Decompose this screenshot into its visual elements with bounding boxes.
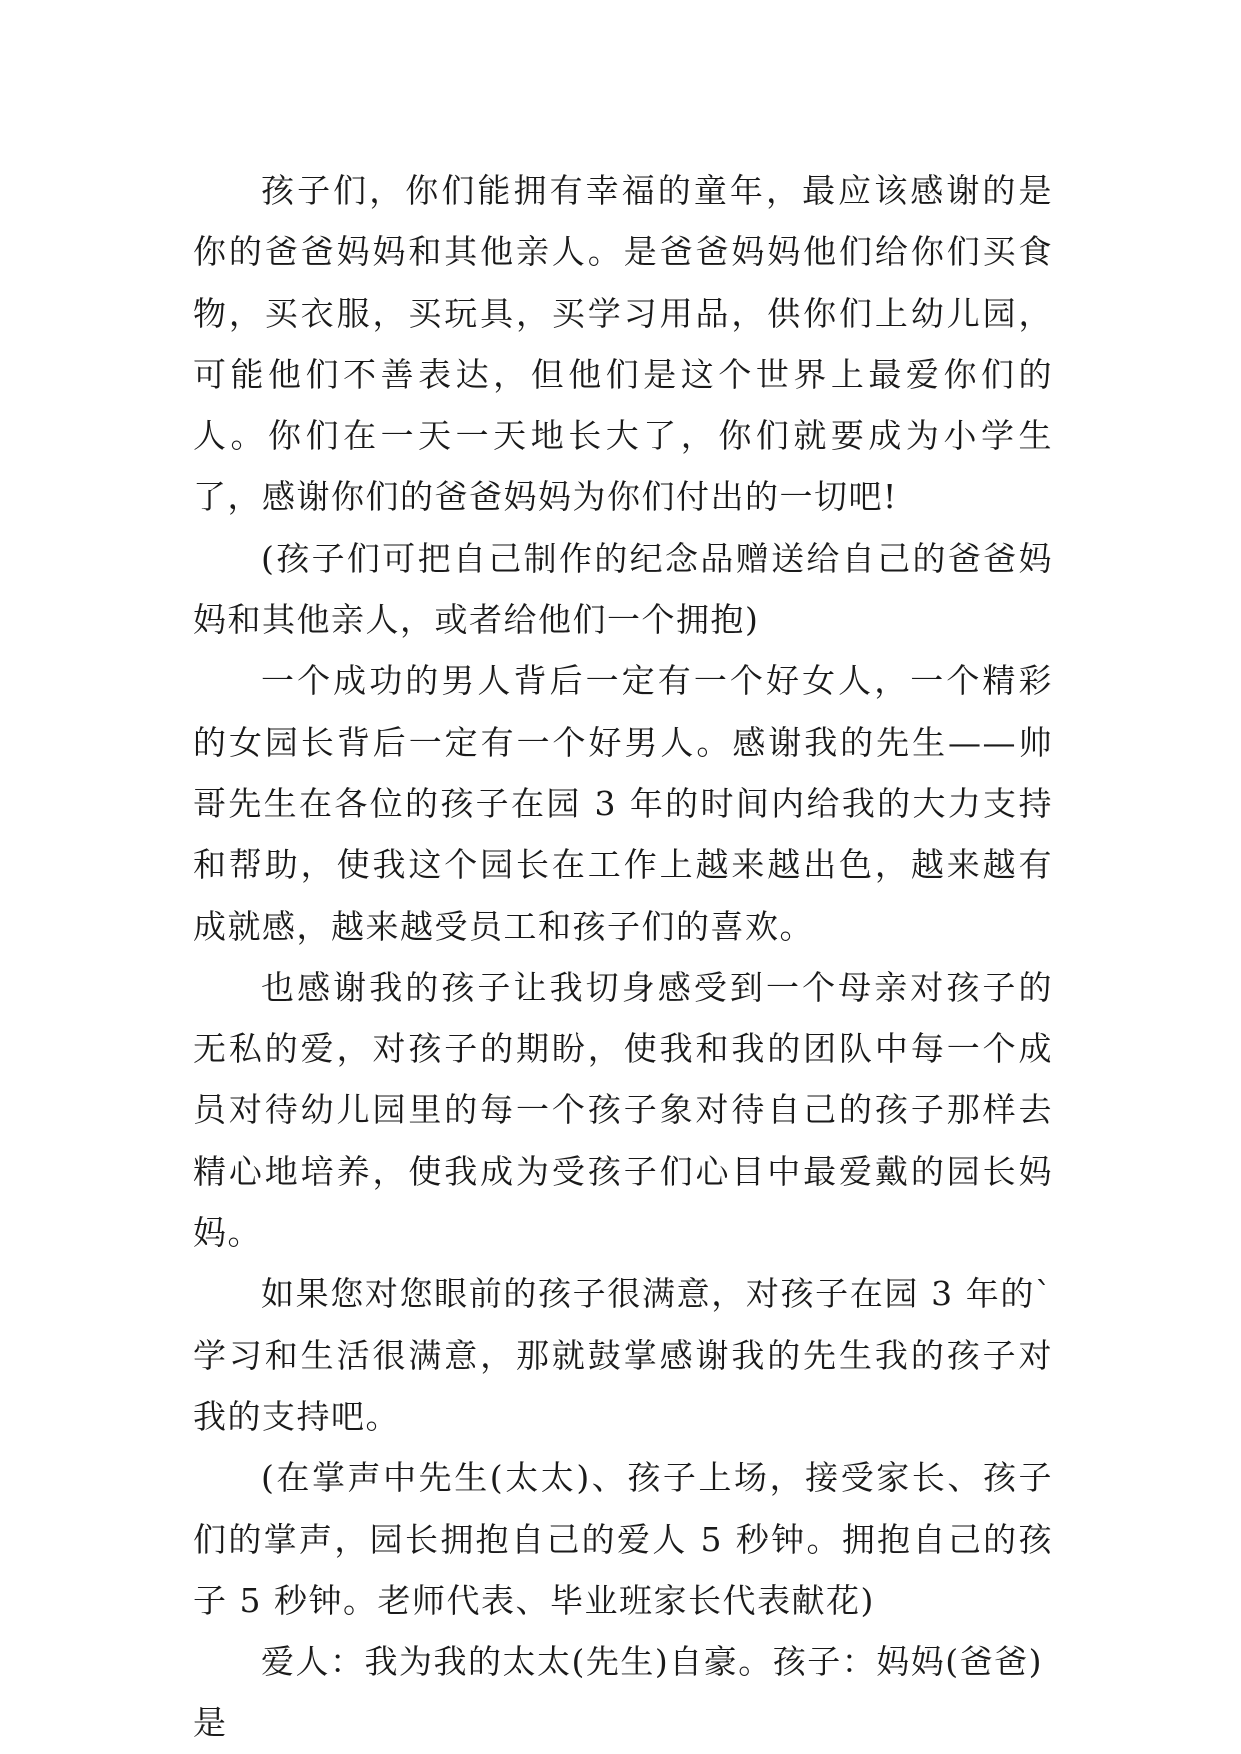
paragraph-thanks-parents: 孩子们，你们能拥有幸福的童年，最应该感谢的是你的爸爸妈妈和其他亲人。是爸爸妈妈他们给你们买食物，买衣服，买玩具，买学习用品，供你们上幼儿园，可能他们不善表达，但他们是这个世界上最爱你们的人。你们在一天一天地长大了，你们就要成为小学生了，感谢你们的爸爸妈妈为你们付出的一切吧! (193, 171, 1053, 517)
paragraph-gift-instruction: (孩子们可把自己制作的纪念品赠送给自己的爸爸妈妈和其他亲人，或者给他们一个拥抱) (193, 538, 1053, 640)
paragraph-thanks-child: 也感谢我的孩子让我切身感受到一个母亲对孩子的无私的爱，对孩子的期盼，使我和我的团队中每一个成员对待幼儿园里的每一个孩子象对待自己的孩子那样去精心地培养，使我成为受孩子们心目中最爱戴的园长妈妈。 (193, 967, 1053, 1253)
document-body (193, 160, 1053, 1754)
paragraph-family-speech: 爱人：我为我的太太(先生)自豪。孩子：妈妈(爸爸)是 (193, 1642, 1043, 1743)
paragraph-applause-request: 如果您对您眼前的孩子很满意，对孩子在园 3 年的`学习和生活很满意，那就鼓掌感谢我的先生我的孩子对我的支持吧。 (193, 1274, 1053, 1436)
paragraph-thanks-husband: 一个成功的男人背后一定有一个好女人，一个精彩的女园长背后一定有一个好男人。感谢我的先生——帅哥先生在各位的孩子在园 3 年的时间内给我的大力支持和帮助，使我这个园长在工作上越来越出色，越来越有成就感，越来越受员工和孩子们的喜欢。 (193, 661, 1053, 946)
paragraph-stage-direction: (在掌声中先生(太太)、孩子上场，接受家长、孩子们的掌声，园长拥抱自己的爱人 5 秒钟。拥抱自己的孩子 5 秒钟。老师代表、毕业班家长代表献花) (193, 1458, 1053, 1620)
